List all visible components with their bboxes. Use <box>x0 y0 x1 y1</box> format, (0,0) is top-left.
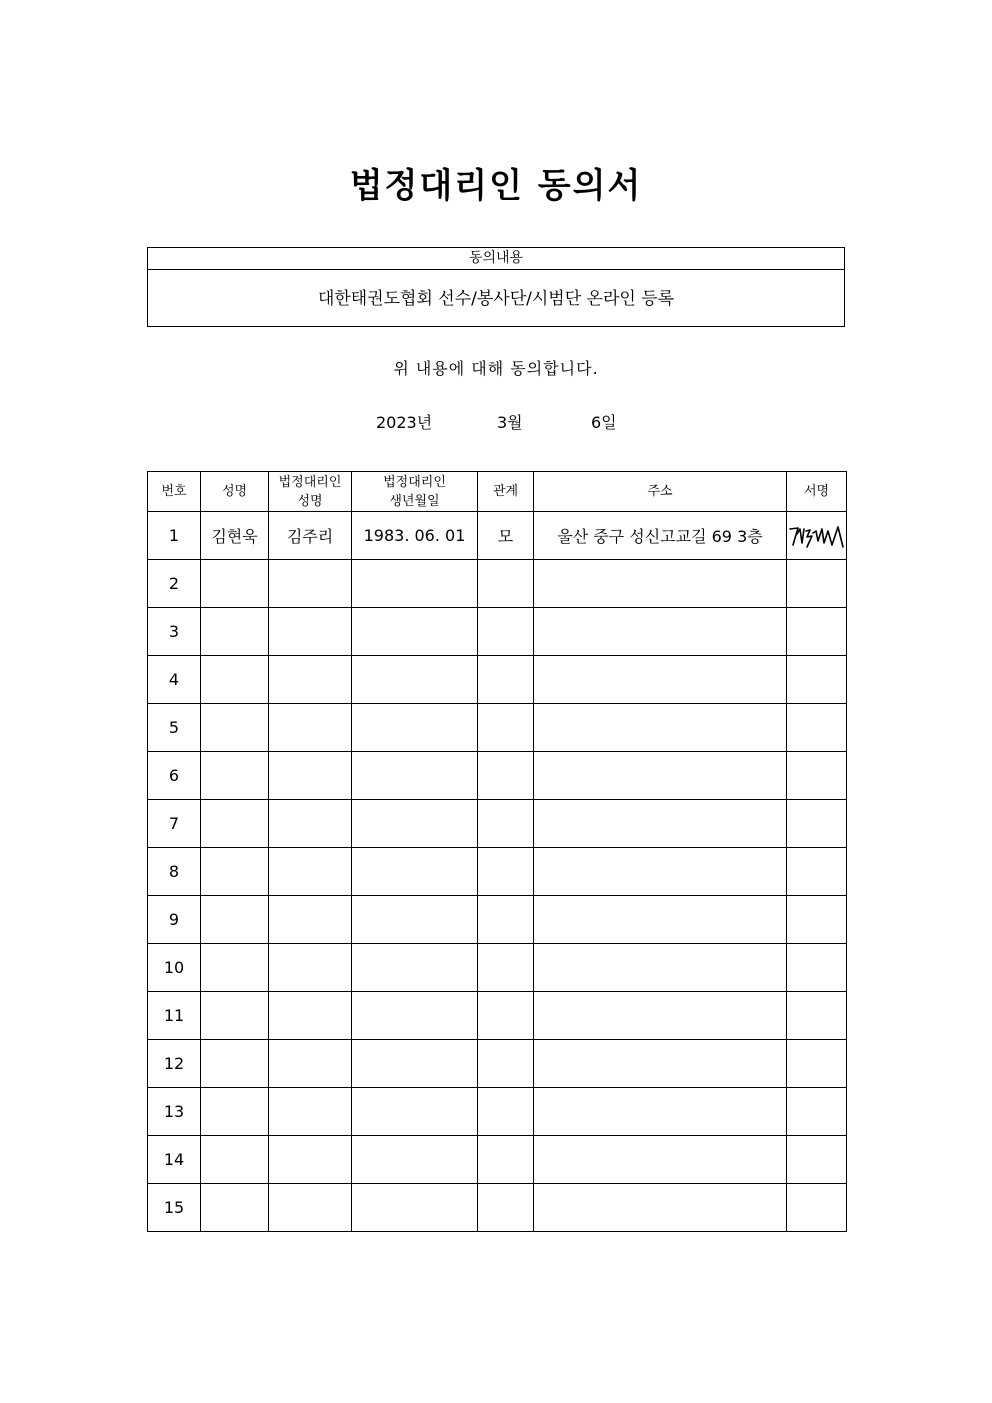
cell-signature <box>787 1088 847 1136</box>
table-row <box>148 704 847 752</box>
header-guardian-name-line1: 법정대리인 <box>278 474 342 490</box>
cell-guardian-birth <box>352 800 478 848</box>
cell-address <box>534 944 787 992</box>
cell-guardian-name <box>269 800 352 848</box>
cell-guardian-name <box>269 1184 352 1232</box>
header-name: 성명 <box>201 472 269 512</box>
cell-signature <box>787 1136 847 1184</box>
cell-relation <box>478 944 534 992</box>
cell-guardian-birth <box>352 848 478 896</box>
cell-guardian-name <box>269 656 352 704</box>
cell-no: 15 <box>148 1184 201 1232</box>
cell-name <box>201 1040 269 1088</box>
cell-guardian-name <box>269 608 352 656</box>
cell-address <box>534 1088 787 1136</box>
cell-name <box>201 848 269 896</box>
cell-name <box>201 992 269 1040</box>
cell-name <box>201 1136 269 1184</box>
cell-no: 6 <box>148 752 201 800</box>
cell-relation <box>478 560 534 608</box>
cell-signature <box>787 608 847 656</box>
cell-guardian-birth <box>352 704 478 752</box>
cell-relation <box>478 800 534 848</box>
table-row <box>148 560 847 608</box>
cell-no: 3 <box>148 608 201 656</box>
table-row <box>148 896 847 944</box>
cell-guardian-birth <box>352 608 478 656</box>
cell-relation <box>478 848 534 896</box>
consent-box <box>147 247 845 327</box>
cell-guardian-birth <box>352 1136 478 1184</box>
cell-relation <box>478 656 534 704</box>
consent-header: 동의내용 <box>148 248 844 270</box>
cell-signature <box>787 1040 847 1088</box>
table-row <box>148 1184 847 1232</box>
cell-signature <box>787 656 847 704</box>
cell-no: 4 <box>148 656 201 704</box>
cell-signature <box>787 1184 847 1232</box>
cell-no: 5 <box>148 704 201 752</box>
cell-name <box>201 752 269 800</box>
cell-guardian-birth <box>352 656 478 704</box>
cell-guardian-name: 김주리 <box>269 512 352 560</box>
cell-name <box>201 656 269 704</box>
table-row <box>148 1040 847 1088</box>
cell-guardian-birth <box>352 752 478 800</box>
cell-guardian-birth <box>352 896 478 944</box>
table-row <box>148 608 847 656</box>
cell-guardian-name <box>269 848 352 896</box>
table-row <box>148 656 847 704</box>
cell-no: 10 <box>148 944 201 992</box>
cell-guardian-birth: 1983. 06. 01 <box>352 512 478 560</box>
cell-relation <box>478 608 534 656</box>
cell-relation <box>478 1040 534 1088</box>
table-header-row <box>148 472 847 512</box>
cell-no: 2 <box>148 560 201 608</box>
date-month: 3월 <box>497 413 523 432</box>
header-guardian-name-line2: 성명 <box>297 493 323 509</box>
cell-address <box>534 896 787 944</box>
cell-name <box>201 800 269 848</box>
header-relation: 관계 <box>478 472 534 512</box>
table-row <box>148 944 847 992</box>
cell-no: 12 <box>148 1040 201 1088</box>
cell-relation: 모 <box>478 512 534 560</box>
header-address: 주소 <box>534 472 787 512</box>
cell-no: 14 <box>148 1136 201 1184</box>
cell-name <box>201 896 269 944</box>
cell-relation <box>478 752 534 800</box>
cell-address <box>534 560 787 608</box>
agreement-statement: 위 내용에 대해 동의합니다. <box>393 359 599 378</box>
cell-no: 11 <box>148 992 201 1040</box>
cell-guardian-birth <box>352 944 478 992</box>
header-guardian-birth-line1: 법정대리인 <box>383 474 446 490</box>
date-day: 6일 <box>591 413 617 432</box>
cell-relation <box>478 1184 534 1232</box>
cell-address <box>534 656 787 704</box>
cell-guardian-name <box>269 944 352 992</box>
cell-guardian-name <box>269 896 352 944</box>
cell-address <box>534 704 787 752</box>
cell-no: 1 <box>148 512 201 560</box>
cell-relation <box>478 1088 534 1136</box>
cell-address <box>534 1040 787 1088</box>
cell-address <box>534 608 787 656</box>
signature-mark <box>788 519 846 553</box>
cell-no: 13 <box>148 1088 201 1136</box>
cell-address <box>534 800 787 848</box>
table-row <box>148 848 847 896</box>
table-row <box>148 992 847 1040</box>
cell-signature <box>787 704 847 752</box>
table-row <box>148 800 847 848</box>
cell-guardian-name <box>269 992 352 1040</box>
header-signature: 서명 <box>787 472 847 512</box>
cell-address <box>534 848 787 896</box>
date-year: 2023년 <box>376 413 433 432</box>
cell-relation <box>478 896 534 944</box>
cell-no: 9 <box>148 896 201 944</box>
cell-guardian-name <box>269 1040 352 1088</box>
cell-guardian-birth <box>352 1184 478 1232</box>
header-guardian-birth-line2: 생년월일 <box>389 493 440 509</box>
cell-name <box>201 608 269 656</box>
cell-name <box>201 944 269 992</box>
cell-signature <box>787 560 847 608</box>
cell-signature <box>787 512 847 560</box>
cell-name <box>201 1088 269 1136</box>
consent-content: 대한태권도협회 선수/봉사단/시범단 온라인 등록 <box>317 289 675 309</box>
cell-name <box>201 560 269 608</box>
cell-no: 8 <box>148 848 201 896</box>
table-row <box>148 1088 847 1136</box>
cell-guardian-name <box>269 1136 352 1184</box>
cell-address <box>534 752 787 800</box>
cell-no: 7 <box>148 800 201 848</box>
cell-relation <box>478 992 534 1040</box>
table-row <box>148 752 847 800</box>
cell-guardian-birth <box>352 1040 478 1088</box>
cell-name <box>201 1184 269 1232</box>
cell-signature <box>787 896 847 944</box>
cell-name: 김현욱 <box>201 512 269 560</box>
registration-table <box>147 471 847 1232</box>
cell-relation <box>478 1136 534 1184</box>
table-row <box>148 512 847 560</box>
cell-guardian-birth <box>352 1088 478 1136</box>
cell-guardian-birth <box>352 992 478 1040</box>
cell-guardian-name <box>269 752 352 800</box>
cell-guardian-name <box>269 560 352 608</box>
cell-relation <box>478 704 534 752</box>
header-no: 번호 <box>148 472 201 512</box>
cell-guardian-name <box>269 704 352 752</box>
cell-guardian-name <box>269 1088 352 1136</box>
table-row <box>148 1136 847 1184</box>
cell-address: 울산 중구 성신고교길 69 3층 <box>534 512 787 560</box>
cell-signature <box>787 848 847 896</box>
cell-address <box>534 1184 787 1232</box>
header-guardian-name <box>269 472 352 512</box>
cell-signature <box>787 800 847 848</box>
page-title: 법정대리인 동의서 <box>349 166 643 206</box>
cell-signature <box>787 752 847 800</box>
cell-signature <box>787 992 847 1040</box>
cell-address <box>534 992 787 1040</box>
cell-name <box>201 704 269 752</box>
header-guardian-birth <box>352 472 478 512</box>
cell-guardian-birth <box>352 560 478 608</box>
cell-signature <box>787 944 847 992</box>
cell-address <box>534 1136 787 1184</box>
